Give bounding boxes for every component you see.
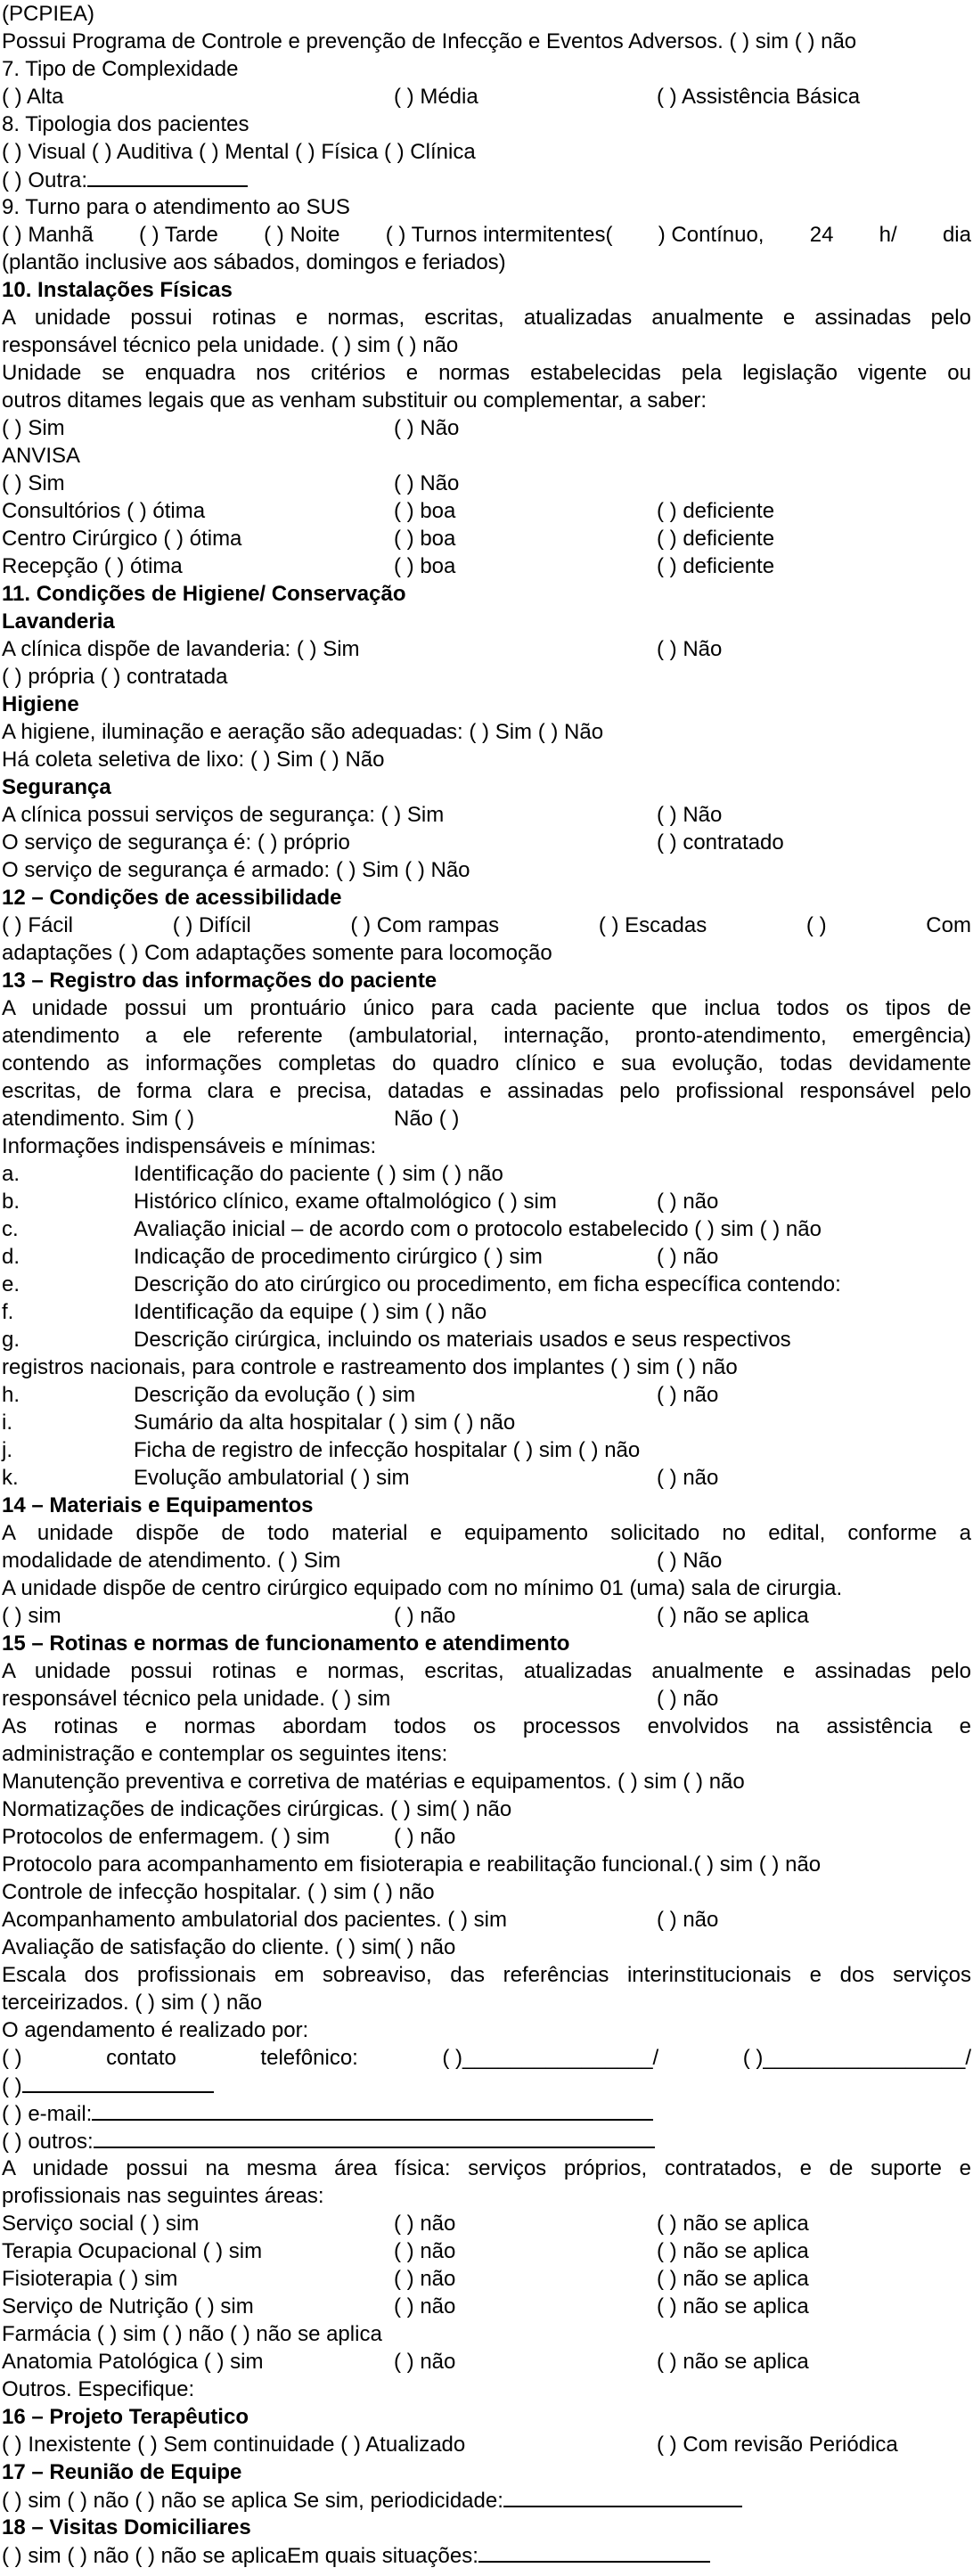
line-text: Unidade se enquadra nos critérios e normas estabelecidas pela legislação vigente ou bbox=[2, 361, 971, 385]
form-option: ( ) boa bbox=[394, 499, 456, 523]
form-line bbox=[2, 1188, 971, 1215]
form-option: ( ) Fácil bbox=[2, 913, 73, 937]
form-line bbox=[2, 2348, 971, 2376]
form-option: ) Contínuo, bbox=[658, 223, 764, 247]
section-heading bbox=[2, 580, 971, 608]
form-option: ( ) não bbox=[394, 2212, 456, 2236]
line-text: terceirizados. ( ) sim ( ) não bbox=[2, 1991, 263, 2015]
form-line bbox=[2, 1353, 971, 1381]
form-line bbox=[2, 442, 971, 470]
form-option: ( ) Não bbox=[657, 1549, 723, 1573]
form-option: ( ) Assistência Básica bbox=[657, 85, 861, 109]
form-option: ( ) bbox=[2, 2046, 22, 2070]
fill-in-blank[interactable] bbox=[92, 2099, 653, 2121]
form-line bbox=[2, 1547, 971, 1574]
form-option: ( ) Com revisão Periódica bbox=[657, 2433, 898, 2457]
form-line bbox=[2, 1215, 971, 1243]
section-heading bbox=[2, 773, 971, 801]
form-option: 24 bbox=[809, 223, 834, 247]
form-option: Centro Cirúrgico ( ) ótima bbox=[2, 527, 242, 551]
line-text: responsável técnico pela unidade. ( ) sim ( ) não bbox=[2, 333, 459, 357]
line-text: A unidade dispõe de todo material e equipamento solicitado no edital, conforme a bbox=[2, 1521, 971, 1545]
section-heading bbox=[2, 967, 971, 994]
form-option: Avaliação de satisfação do cliente. ( ) sim bbox=[2, 1935, 396, 1959]
line-text: Protocolo para acompanhamento em fisioterapia e reabilitação funcional.( ) sim ( ) não bbox=[2, 1852, 822, 1877]
list-key: b. bbox=[2, 1190, 20, 1214]
form-line bbox=[2, 414, 971, 442]
form-line bbox=[2, 110, 971, 138]
form-option: Protocolos de enfermagem. ( ) sim bbox=[2, 1825, 331, 1849]
form-line bbox=[2, 829, 971, 856]
form-line bbox=[2, 221, 971, 249]
form-option: ( ) Sim bbox=[2, 416, 65, 440]
form-option: ( ) não bbox=[657, 1245, 719, 1269]
form-option: Consultórios ( ) ótima bbox=[2, 499, 206, 523]
list-key: j. bbox=[2, 1438, 12, 1462]
form-line bbox=[2, 2127, 971, 2155]
form-line bbox=[2, 1105, 971, 1133]
form-line bbox=[2, 994, 971, 1022]
list-key: d. bbox=[2, 1245, 20, 1269]
form-line bbox=[2, 552, 971, 580]
line-text: outros ditames legais que as venham substituir ou complementar, a saber: bbox=[2, 388, 707, 413]
line-text: ( ) Outra: bbox=[2, 168, 88, 192]
form-line bbox=[2, 359, 971, 387]
form-option: ( ) Noite bbox=[264, 223, 340, 247]
line-text: A unidade dispõe de centro cirúrgico equipado com no mínimo 01 (uma) sala de cirurgia. bbox=[2, 1576, 843, 1600]
form-option: Acompanhamento ambulatorial dos pacientes. ( ) sim bbox=[2, 1908, 507, 1932]
line-text: atendimento a ele referente (ambulatorial, internação, pronto-atendimento, emergência) bbox=[2, 1024, 971, 1048]
form-line bbox=[2, 193, 971, 221]
list-text: Identificação da equipe ( ) sim ( ) não bbox=[134, 1300, 487, 1324]
form-line bbox=[2, 2182, 971, 2210]
form-option: ( ) bbox=[805, 913, 827, 937]
form-line bbox=[2, 1878, 971, 1906]
list-key: h. bbox=[2, 1383, 20, 1407]
form-line bbox=[2, 1574, 971, 1602]
line-text: A unidade possui na mesma área física: serviços próprios, contratados, e de suporte e bbox=[2, 2156, 971, 2180]
line-text: registros nacionais, para controle e rastreamento dos implantes ( ) sim ( ) não bbox=[2, 1355, 738, 1379]
form-option: ( ) não bbox=[394, 2239, 456, 2263]
form-line bbox=[2, 1906, 971, 1934]
form-line bbox=[2, 0, 971, 28]
form-line bbox=[2, 525, 971, 552]
list-key: e. bbox=[2, 1272, 20, 1296]
form-line bbox=[2, 2293, 971, 2320]
form-option: Fisioterapia ( ) sim bbox=[2, 2267, 178, 2291]
section-heading bbox=[2, 2403, 971, 2431]
line-text: ( ) sim ( ) não ( ) não se aplicaEm quais situações: bbox=[2, 2544, 478, 2568]
form-option: ( ) não se aplica bbox=[657, 2267, 809, 2291]
form-option: Não ( ) bbox=[394, 1107, 460, 1131]
line-text: A higiene, iluminação e aeração são adequadas: ( ) Sim ( ) Não bbox=[2, 720, 604, 744]
line-text: Higiene bbox=[2, 692, 79, 716]
form-line bbox=[2, 1989, 971, 2016]
list-text: Identificação do paciente ( ) sim ( ) não bbox=[134, 1162, 503, 1186]
fill-in-blank[interactable] bbox=[22, 2072, 214, 2093]
line-text: 10. Instalações Físicas bbox=[2, 278, 233, 302]
line-text: Segurança bbox=[2, 775, 111, 799]
form-option: ( ) boa bbox=[394, 527, 456, 551]
form-line bbox=[2, 2376, 971, 2403]
form-line bbox=[2, 1519, 971, 1547]
form-option: ( ) não se aplica bbox=[657, 2212, 809, 2236]
section-heading bbox=[2, 608, 971, 635]
section-heading bbox=[2, 1630, 971, 1657]
form-line bbox=[2, 912, 971, 939]
form-line bbox=[2, 2237, 971, 2265]
list-text: Evolução ambulatorial ( ) sim bbox=[134, 1466, 410, 1490]
form-line bbox=[2, 1326, 971, 1353]
form-line bbox=[2, 2155, 971, 2182]
line-text: O serviço de segurança é armado: ( ) Sim ( ) Não bbox=[2, 858, 470, 882]
form-line bbox=[2, 856, 971, 884]
form-option: ( ) deficiente bbox=[657, 554, 775, 578]
form-option: ( ) não bbox=[657, 1908, 719, 1932]
line-text: Farmácia ( ) sim ( ) não ( ) não se aplica bbox=[2, 2322, 382, 2346]
list-text: Ficha de registro de infecção hospitalar ( ) sim ( ) não bbox=[134, 1438, 641, 1462]
form-option: ( ) Escadas bbox=[598, 913, 707, 937]
form-line bbox=[2, 1022, 971, 1050]
line-text: Informações indispensáveis e mínimas: bbox=[2, 1134, 377, 1158]
form-line bbox=[2, 1602, 971, 1630]
line-text: Escala dos profissionais em sobreaviso, das referências interinstitucionais e dos serviços bbox=[2, 1963, 971, 1987]
form-option: ( ) Não bbox=[657, 637, 723, 661]
section-heading bbox=[2, 2514, 971, 2541]
form-line bbox=[2, 2486, 971, 2514]
form-option: A clínica dispõe de lavanderia: ( ) Sim bbox=[2, 637, 360, 661]
form-option: responsável técnico pela unidade. ( ) sim bbox=[2, 1687, 391, 1711]
line-text: Há coleta seletiva de lixo: ( ) Sim ( ) Não bbox=[2, 748, 385, 772]
line-text: A unidade possui rotinas e normas, escritas, atualizadas anualmente e assinadas pelo bbox=[2, 1659, 971, 1683]
form-line bbox=[2, 1464, 971, 1492]
form-option: ( ) não bbox=[394, 1825, 456, 1849]
form-option: modalidade de atendimento. ( ) Sim bbox=[2, 1549, 341, 1573]
form-option: ( ) deficiente bbox=[657, 527, 775, 551]
form-option: ( ) Turnos intermitentes( bbox=[385, 223, 613, 247]
form-option: ( ) não se aplica bbox=[657, 2239, 809, 2263]
form-option: ( ) não bbox=[394, 2267, 456, 2291]
form-line bbox=[2, 2016, 971, 2044]
form-option: ( ) contratado bbox=[657, 830, 784, 855]
form-option: ( ) não bbox=[657, 1687, 719, 1711]
line-text: 7. Tipo de Complexidade bbox=[2, 57, 239, 81]
line-text: (plantão inclusive aos sábados, domingos e feriados) bbox=[2, 250, 506, 274]
form-option: ( ) não bbox=[657, 1190, 719, 1214]
line-text: 8. Tipologia dos pacientes bbox=[2, 112, 249, 136]
line-text: adaptações ( ) Com adaptações somente para locomoção bbox=[2, 941, 552, 965]
line-text: ( ) própria ( ) contratada bbox=[2, 665, 228, 689]
line-text: O agendamento é realizado por: bbox=[2, 2018, 309, 2042]
form-line bbox=[2, 1298, 971, 1326]
line-text: escritas, de forma clara e precisa, datadas e assinadas pelo profissional responsável pelo bbox=[2, 1079, 971, 1103]
line-text: Lavanderia bbox=[2, 609, 115, 634]
line-text: 16 – Projeto Terapêutico bbox=[2, 2405, 249, 2429]
line-text: Outros. Especifique: bbox=[2, 2377, 195, 2401]
fill-in-blank[interactable] bbox=[94, 2127, 655, 2148]
form-line bbox=[2, 1160, 971, 1188]
line-text: 9. Turno para o atendimento ao SUS bbox=[2, 195, 350, 219]
form-line bbox=[2, 331, 971, 359]
form-line bbox=[2, 663, 971, 691]
form-option: ( ) não bbox=[394, 2294, 456, 2318]
line-text: 13 – Registro das informações do paciente bbox=[2, 969, 437, 993]
form-option: ( ) não bbox=[394, 1604, 456, 1628]
list-text: Descrição da evolução ( ) sim bbox=[134, 1383, 416, 1407]
line-text: profissionais nas seguintes áreas: bbox=[2, 2184, 324, 2208]
line-text: ( ) bbox=[2, 2074, 22, 2098]
form-line bbox=[2, 1271, 971, 1298]
line-text: 18 – Visitas Domiciliares bbox=[2, 2515, 251, 2539]
form-line bbox=[2, 746, 971, 773]
line-text: 15 – Rotinas e normas de funcionamento e atendimento bbox=[2, 1631, 570, 1656]
form-line bbox=[2, 2099, 971, 2127]
form-option: h/ bbox=[879, 223, 897, 247]
form-option: atendimento. Sim ( ) bbox=[2, 1107, 195, 1131]
form-line bbox=[2, 28, 971, 55]
line-text: ANVISA bbox=[2, 444, 81, 468]
line-text: ( ) outros: bbox=[2, 2130, 94, 2154]
form-line bbox=[2, 1133, 971, 1160]
form-option: ( )_________________/ bbox=[742, 2046, 971, 2070]
form-line bbox=[2, 1381, 971, 1409]
form-line bbox=[2, 497, 971, 525]
list-text: Descrição cirúrgica, incluindo os materiais usados e seus respectivos bbox=[134, 1328, 791, 1352]
form-line bbox=[2, 2431, 971, 2458]
form-line bbox=[2, 387, 971, 414]
section-heading bbox=[2, 1492, 971, 1519]
form-line bbox=[2, 1961, 971, 1989]
line-text: 12 – Condições de acessibilidade bbox=[2, 886, 342, 910]
form-line bbox=[2, 1050, 971, 1077]
form-line bbox=[2, 1795, 971, 1823]
line-text: As rotinas e normas abordam todos os processos envolvidos na assistência e bbox=[2, 1714, 971, 1738]
form-line bbox=[2, 138, 971, 166]
form-option: contato bbox=[106, 2046, 176, 2070]
form-option: ( ) Não bbox=[394, 416, 460, 440]
form-option: Com bbox=[926, 913, 971, 937]
form-option: ( ) não se aplica bbox=[657, 1604, 809, 1628]
form-option: ( ) Tarde bbox=[138, 223, 218, 247]
form-option: ( ) Difícil bbox=[172, 913, 251, 937]
line-text: Possui Programa de Controle e prevenção de Infecção e Eventos Adversos. ( ) sim ( ) não bbox=[2, 29, 857, 53]
form-line bbox=[2, 55, 971, 83]
form-line bbox=[2, 1823, 971, 1851]
section-heading bbox=[2, 884, 971, 912]
form-line bbox=[2, 1657, 971, 1685]
form-option: ( ) boa bbox=[394, 554, 456, 578]
form-option: ( ) não bbox=[394, 2350, 456, 2374]
line-text: ( ) Visual ( ) Auditiva ( ) Mental ( ) Física ( ) Clínica bbox=[2, 140, 476, 164]
list-key: k. bbox=[2, 1466, 19, 1490]
form-option: ( ) Não bbox=[657, 803, 723, 827]
form-line bbox=[2, 2541, 971, 2569]
list-key: g. bbox=[2, 1328, 20, 1352]
form-line bbox=[2, 1851, 971, 1878]
form-line bbox=[2, 2210, 971, 2237]
line-text: 14 – Materiais e Equipamentos bbox=[2, 1493, 314, 1517]
form-line bbox=[2, 2265, 971, 2293]
form-option: telefônico: bbox=[260, 2046, 358, 2070]
form-option: ( )________________/ bbox=[442, 2046, 659, 2070]
form-line bbox=[2, 939, 971, 967]
fill-in-blank[interactable] bbox=[87, 166, 248, 187]
form-line bbox=[2, 1077, 971, 1105]
form-option: O serviço de segurança é: ( ) próprio bbox=[2, 830, 350, 855]
list-key: i. bbox=[2, 1411, 12, 1435]
section-heading bbox=[2, 2458, 971, 2486]
form-line bbox=[2, 2044, 971, 2072]
form-option: ( ) não bbox=[657, 1466, 719, 1490]
form-option: ( ) Com rampas bbox=[350, 913, 500, 937]
line-text: ( ) e-mail: bbox=[2, 2102, 93, 2126]
form-option: ( ) não se aplica bbox=[657, 2294, 809, 2318]
list-key: a. bbox=[2, 1162, 20, 1186]
form-option: ( ) Alta bbox=[2, 85, 64, 109]
line-text: 11. Condições de Higiene/ Conservação bbox=[2, 582, 406, 606]
form-line bbox=[2, 1768, 971, 1795]
form-option: ( ) Inexistente ( ) Sem continuidade ( ) Atualizado bbox=[2, 2433, 466, 2457]
form-line bbox=[2, 1934, 971, 1961]
form-line bbox=[2, 1409, 971, 1436]
form-line bbox=[2, 801, 971, 829]
form-line bbox=[2, 166, 971, 193]
form-line bbox=[2, 2072, 971, 2099]
line-text: ( ) sim ( ) não ( ) não se aplica Se sim, periodicidade: bbox=[2, 2489, 503, 2513]
form-option: ( ) Média bbox=[394, 85, 478, 109]
form-option: ( ) sim bbox=[2, 1604, 61, 1628]
fill-in-blank[interactable] bbox=[503, 2486, 742, 2507]
fill-in-blank[interactable] bbox=[478, 2541, 710, 2563]
form-option: Serviço de Nutrição ( ) sim bbox=[2, 2294, 254, 2318]
list-text: Histórico clínico, exame oftalmológico ( ) sim bbox=[134, 1190, 557, 1214]
form-option: Terapia Ocupacional ( ) sim bbox=[2, 2239, 263, 2263]
form-option: ( ) Não bbox=[394, 471, 460, 495]
line-text: A unidade possui um prontuário único para cada paciente que inclua todos os tipos de bbox=[2, 996, 971, 1020]
line-text: A unidade possui rotinas e normas, escritas, atualizadas anualmente e assinadas pelo bbox=[2, 306, 971, 330]
section-heading bbox=[2, 276, 971, 304]
line-text: Normatizações de indicações cirúrgicas. ( ) sim( ) não bbox=[2, 1797, 512, 1821]
form-line bbox=[2, 83, 971, 110]
line-text: contendo as informações completas do quadro clínico e sua evolução, todas devidamente bbox=[2, 1051, 971, 1075]
form-line bbox=[2, 1740, 971, 1768]
form-line bbox=[2, 1713, 971, 1740]
line-text: Controle de infecção hospitalar. ( ) sim ( ) não bbox=[2, 1880, 435, 1904]
form-option: ( ) deficiente bbox=[657, 499, 775, 523]
form-line bbox=[2, 470, 971, 497]
form-line bbox=[2, 1243, 971, 1271]
form-line bbox=[2, 2320, 971, 2348]
form-option: Serviço social ( ) sim bbox=[2, 2212, 200, 2236]
line-text: (PCPIEA) bbox=[2, 2, 95, 26]
line-text: 17 – Reunião de Equipe bbox=[2, 2460, 242, 2484]
section-heading bbox=[2, 691, 971, 718]
form-line bbox=[2, 249, 971, 276]
form-line bbox=[2, 635, 971, 663]
form-line bbox=[2, 304, 971, 331]
form-option: A clínica possui serviços de segurança: ( ) Sim bbox=[2, 803, 445, 827]
form-option: ( ) Sim bbox=[2, 471, 65, 495]
form-option: Recepção ( ) ótima bbox=[2, 554, 183, 578]
list-key: f. bbox=[2, 1300, 14, 1324]
list-text: Descrição do ato cirúrgico ou procedimento, em ficha específica contendo: bbox=[134, 1272, 841, 1296]
list-key: c. bbox=[2, 1217, 19, 1241]
list-text: Sumário da alta hospitalar ( ) sim ( ) não bbox=[134, 1411, 516, 1435]
form-line bbox=[2, 1685, 971, 1713]
form-option: dia bbox=[942, 223, 971, 247]
form-option: ( ) Manhã bbox=[2, 223, 94, 247]
form-option: ( ) não se aplica bbox=[657, 2350, 809, 2374]
line-text: administração e contemplar os seguintes itens: bbox=[2, 1742, 448, 1766]
form-option: ( ) não bbox=[657, 1383, 719, 1407]
form-option: ( ) não bbox=[394, 1935, 456, 1959]
form-option: Anatomia Patológica ( ) sim bbox=[2, 2350, 264, 2374]
line-text: Manutenção preventiva e corretiva de matérias e equipamentos. ( ) sim ( ) não bbox=[2, 1770, 745, 1794]
form-line bbox=[2, 1436, 971, 1464]
list-text: Indicação de procedimento cirúrgico ( ) sim bbox=[134, 1245, 543, 1269]
form-line bbox=[2, 718, 971, 746]
list-text: Avaliação inicial – de acordo com o protocolo estabelecido ( ) sim ( ) não bbox=[134, 1217, 822, 1241]
